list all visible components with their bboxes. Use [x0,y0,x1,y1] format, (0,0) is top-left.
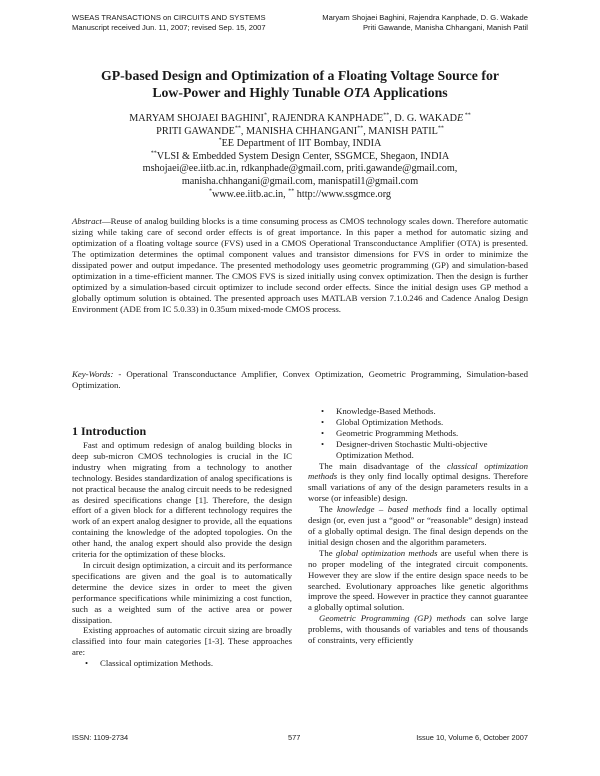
journal-name: WSEAS TRANSACTIONS on CIRCUITS AND SYSTEMS [72,13,266,22]
affil-mark: ** [288,188,295,195]
paragraph [308,461,528,505]
footer-issue: Issue 10, Volume 6, October 2007 [416,733,528,742]
author-line1 [60,113,540,126]
paragraph [308,613,528,646]
author-name: , MANISHA CHHANGANI [240,125,358,137]
websites [60,189,540,202]
title-line2-pre: Low-Power and Highly Tunable [152,85,344,100]
list-item [72,658,292,669]
abstract-text: Reuse of analog building blocks is a time consuming process as CMOS technology scales down. Therefore automatic sizing while taking care of second order effects is of great importance. In this paper a method for automatic sizing and optimization of a floating voltage source (FVS) used in a CMOS Operational Transconductance Amplifier (OTA) is presented. The optimization determines the optimal component values and transistor dimensions for FVS in order to minimize the dissipated power and output impedance. The presented methodology uses geometric programming (GP) and simulation-based optimization in a time-efficient manner. The CMOS FVS is sized initially using convex optimization. Then the design is further optimized by a simulation-based circuit optimizer to include second order effects. Since the initial design uses GP method a globally optimum solution is obtained. The presented approach uses MATLAB version 7.1.0.246 and Cadence Analog Design Environment (ADE from IC 5.0.33) in 0.35um mixed-mode CMOS process. [72,216,528,315]
affil-mark: * [218,137,222,144]
author-name: PRITI GAWANDE [156,125,235,137]
list-item-text: Geometric Programming Methods. [336,427,459,438]
website-text: www.ee.iitb.ac.in, [211,188,289,200]
left-column [72,406,292,669]
paragraph: Fast and optimum redesign of analog building blocks in deep sub-micron CMOS technologies is crucial in the IC industry when migrating from a technology to another technology. Besides standardization of analog specifications is not practical because the analog circuit needs to be redesigned as desired specifications change [1]. Therefore, the design effort of a given block for a different technology requires the work of an expert analog designer to provide, all the equations containing the knowledge of the adopted topologies. On the other hand, the analog expert should also provide the design criteria for the optimization of these blocks. [72,440,292,560]
bullet-icon: • [321,416,325,427]
title-line2-post: Applications [370,85,448,100]
text: are useful when there is no proper modeling of the integrated circuit components. However they are slow if the entire design space needs to be searched. Evolutionary approaches like genetic algorithms improve the speed. However in practice they cannot guarantee a globally optimal solution. [308,547,529,613]
right-column [308,406,528,646]
affil-mark: ** [150,150,157,157]
affiliation-text: VLSI & Embedded System Design Center, SSGMCE, Shegaon, INDIA [156,150,450,162]
list-item [308,417,528,428]
abstract-label: Abstract [72,216,102,226]
affil-mark: * [263,112,267,119]
title-line2 [60,84,540,101]
list-item-text: Classical optimization Methods. [100,658,214,669]
paragraph [308,504,528,548]
author-name: , D. G. WAKAD [389,113,458,124]
header-authors-line2: Priti Gawande, Manisha Chhangani, Manish Patil [362,22,528,32]
emphasis: Geometric Programming (GP) methods [319,613,466,624]
keywords-label: Key-Words: [72,369,114,379]
author-line2 [60,126,540,139]
running-header-right [318,13,528,32]
text: is they only find locally optimal designs. Therefore small variations of any of the design parameters results in a worse (or infeasible) design. [308,471,528,504]
bullet-icon: • [321,438,325,449]
bullet-icon: • [321,427,325,438]
abstract [72,216,528,315]
paragraph: Existing approaches of automatic circuit sizing are broadly classified into four main categories [1-3]. These approaches are: [72,625,292,658]
list-item [308,406,528,417]
footer-issn: ISSN: 1109-2734 [72,733,129,742]
bullet-list [308,406,528,461]
paragraph: In circuit design optimization, a circuit and its performance specifications are given and the goal is to automatically determine the device sizes in order to meet the given performance specifications while minimizing a cost function, such as a weighted sum of the active area or power dissipation. [72,559,292,625]
author-name: , MANISH PATIL [363,125,438,137]
bullet-icon: • [321,406,325,416]
emphasis: classical optimization methods [308,460,529,482]
text: The [319,504,338,515]
header-authors-line1: Maryam Shojaei Baghini, Rajendra Kanphade, D. G. Wakade [322,13,528,22]
bullet-list [72,658,292,669]
list-item-text: Knowledge-Based Methods. [336,406,436,416]
author-name: MARYAM SHOJAEI BAGHINI [129,113,264,124]
affiliation-text: EE Department of IIT Bombay, INDIA [221,138,382,150]
emails-line2: manisha.chhangani@gmail.com, manispatil1@gmail.com [181,175,419,187]
affil-mark: * [208,188,212,195]
paragraph [308,548,528,613]
emphasis: knowledge – based methods [337,504,442,515]
list-item-text: Global Optimization Methods. [336,416,444,427]
section-heading-introduction: 1 Introduction [72,424,147,438]
affil-mark: ** [357,125,364,132]
text: find a locally optimal design (or, even just a “good” or “reasonable” design) instead of a globally optimal design. The final design depends on the initial design chosen and the algorithm parameters. [308,504,528,547]
title-line1: GP-based Design and Optimization of a Floating Voltage Source for [101,68,499,83]
keywords [72,369,528,391]
abstract-dash: — [101,216,111,226]
affiliation-2 [60,151,540,164]
affil-mark: ** [383,112,390,119]
bullet-icon: • [85,658,89,669]
text: can solve large problems, with thousands of variables and tens of thousands of constraints, very efficiently [308,613,528,646]
list-item [308,439,528,461]
list-item-text: Designer-driven Stochastic Multi-objective Optimization Method. [336,438,488,460]
running-header-left [72,13,266,32]
author-block [60,113,540,201]
footer-page-number: 577 [288,733,301,742]
manuscript-dates: Manuscript received Jun. 11, 2007; revised Sep. 15, 2007 [72,22,266,32]
list-item [308,428,528,439]
emphasis: global optimization methods [335,547,438,558]
keywords-text: - Operational Transconductance Amplifier, Convex Optimization, Geometric Programming, Simulation-based Optimization. [72,369,528,391]
affil-mark: ** [437,125,444,132]
affil-mark: ** [463,112,471,119]
author-name: , RAJENDRA KANPHADE [266,113,384,124]
affil-mark: ** [234,125,241,132]
website-text: http://www.ssgmce.org [294,188,392,200]
text: The [319,547,336,558]
text: The main disadvantage of the [319,460,447,471]
author-name-italic: E [457,113,464,124]
emails-line1: mshojaei@ee.iitb.ac.in, rdkanphade@gmail.com, priti.gawande@gmail.com, [142,163,458,175]
affiliation-1 [60,138,540,151]
title-line2-em: OTA [343,85,371,100]
paper-title [60,67,540,101]
